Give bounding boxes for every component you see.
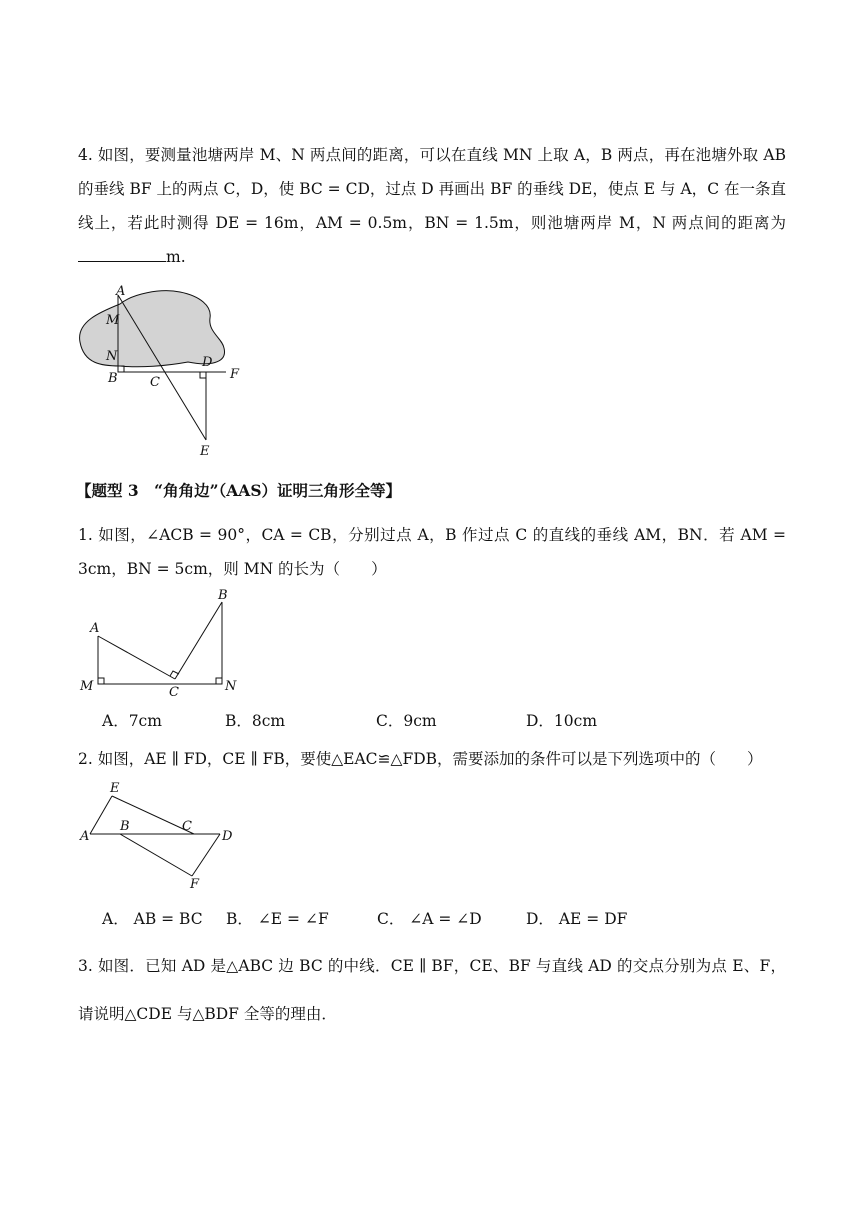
q4-body: 4. 如图，要测量池塘两岸 M、N 两点间的距离，可以在直线 MN 上取 A，B 两点，再在池塘外取 AB 的垂线 BF 上的两点 C，D，使 BC = CD，过点 D 再画出 BF 的垂线 DE，使点 E 与 A，C 在一条直线上，若此时测得 DE = 16m，AM = 0.5m，BN = 1.5m，则池塘两岸 M，N 两点间的距离为 <box>78 146 786 232</box>
p3-text: 3. 如图．已知 AD 是△ABC 边 BC 的中线．CE ∥ BF，CE、BF 与直线 AD 的交点分别为点 E、F，请说明△CDE 与△BDF 全等的理由． <box>78 957 786 1023</box>
label-E: E <box>110 782 120 796</box>
segment-AC <box>98 636 175 679</box>
p1-text: 1. 如图，∠ACB = 90°，CA = CB，分别过点 A，B 作过点 C 的直线的垂线 AM，BN．若 AM = 3cm，BN = 5cm，则 MN 的长为（ ） <box>78 526 786 578</box>
right-angle-D <box>200 372 206 378</box>
right-angle-N <box>216 678 222 684</box>
label-E: E <box>200 444 210 459</box>
label-B: B <box>120 819 130 834</box>
p2-option-d[interactable]: D． AE = DF <box>526 910 628 928</box>
pond-figure <box>70 282 260 462</box>
p2-figure <box>76 782 246 892</box>
p2-option-a[interactable]: A． AB = BC <box>102 910 203 928</box>
section-heading: 【题型 3 “角角边”（AAS）证明三角形全等】 <box>76 481 402 500</box>
label-C: C <box>150 375 160 390</box>
label-F: F <box>190 877 200 892</box>
label-M: M <box>106 313 120 328</box>
label-A: A <box>90 621 100 636</box>
p1-option-b[interactable]: B．8cm <box>225 712 286 730</box>
p1-option-a[interactable]: A．7cm <box>102 712 162 730</box>
segment-AE <box>90 796 112 834</box>
q4-suffix: m. <box>166 248 186 266</box>
p1-option-d[interactable]: D．10cm <box>526 712 598 730</box>
p2-option-c[interactable]: C． ∠A = ∠D <box>377 910 482 928</box>
label-B: B <box>218 588 228 603</box>
q4-text <box>78 138 786 274</box>
answer-blank[interactable] <box>78 247 166 262</box>
label-C: C <box>182 819 192 834</box>
label-A: A <box>80 829 90 844</box>
p2-option-b[interactable]: B． ∠E = ∠F <box>226 910 329 928</box>
label-C: C <box>169 685 179 698</box>
segment-DF <box>192 834 220 876</box>
label-D: D <box>222 829 233 844</box>
p1-option-c[interactable]: C．9cm <box>376 712 437 730</box>
label-N: N <box>106 349 118 364</box>
segment-BC <box>175 602 222 679</box>
label-F: F <box>230 367 240 382</box>
label-B: B <box>108 371 118 386</box>
p1-figure <box>74 584 254 698</box>
label-A: A <box>116 284 126 299</box>
segment-BF <box>120 834 192 876</box>
label-D: D <box>202 355 213 370</box>
right-angle-M <box>98 678 104 684</box>
label-M: M <box>80 679 94 694</box>
right-angle-B <box>118 366 124 372</box>
p2-text: 2. 如图，AE ∥ FD，CE ∥ FB，要使△EAC≌△FDB，需要添加的条件可以是下列选项中的（ ） <box>78 750 763 768</box>
label-N: N <box>225 679 237 694</box>
